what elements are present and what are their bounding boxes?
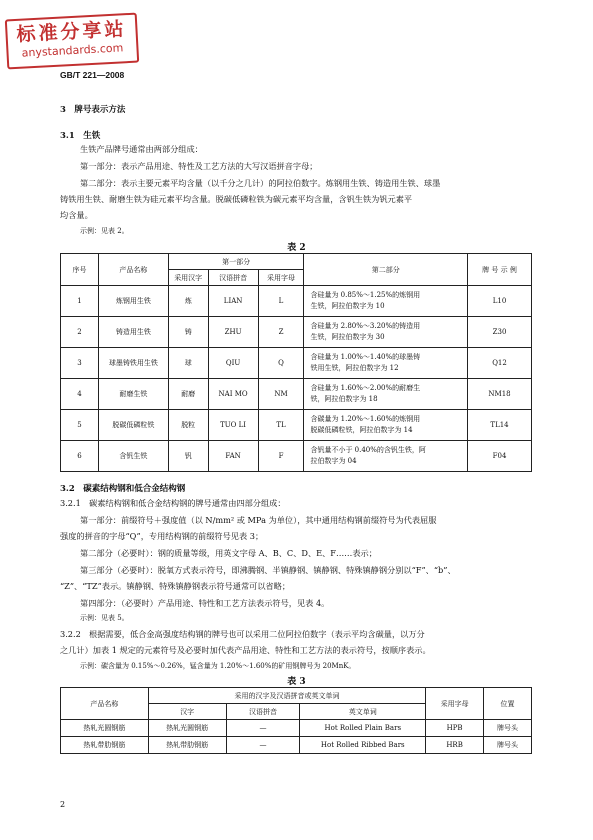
cell-no: 4 (61, 379, 99, 410)
table-2-caption: 表 2 (287, 243, 306, 253)
watermark-stamp (5, 13, 139, 70)
cell-name: 耐磨生铁 (98, 379, 168, 410)
standard-number: GB/T 221—2008 (60, 70, 125, 80)
cell-pinyin: ZHU (208, 317, 258, 348)
header-hanzi: 采用汉字 (168, 270, 208, 286)
header-group: 采用的汉字及汉语拼音或英文单词 (148, 688, 425, 704)
paragraph: 3.2.1 碳素结构钢和低合金结构钢的牌号通常由四部分组成： (60, 498, 286, 508)
cell-part2-line: 含硅量为 1.00%～1.40%的球墨铸 (310, 353, 421, 361)
table-row (61, 720, 532, 737)
section-3-title: 3 牌号表示方法 (60, 105, 126, 115)
cell-pinyin: FAN (208, 441, 258, 472)
cell-letter: Z (258, 317, 304, 348)
header-position: 位置 (484, 688, 532, 720)
cell-example: Q12 (468, 348, 532, 379)
cell-part2-line: 含硅量为 2.80%～3.20%的铸造用 (310, 322, 421, 330)
cell-name: 热轧光圆钢筋 (61, 720, 149, 737)
cell-example: TL14 (468, 410, 532, 441)
header-hanzi: 汉字 (148, 704, 226, 720)
cell-pinyin: — (226, 737, 300, 754)
cell-letter: HPB (426, 720, 484, 737)
table-2 (60, 253, 532, 472)
cell-hanzi: 热轧带肋钢筋 (148, 737, 226, 754)
cell-part2-line: 拉伯数字为 04 (310, 457, 357, 465)
cell-no: 5 (61, 410, 99, 441)
table-row (61, 441, 532, 472)
cell-letter: HRB (426, 737, 484, 754)
cell-name: 铸造用生铁 (98, 317, 168, 348)
table-row (61, 379, 532, 410)
cell-hanzi: 热轧光圆钢筋 (148, 720, 226, 737)
paragraph: 第二部分（必要时）：钢的质量等级，用英文字母 A、B、C、D、E、F……表示； (80, 548, 377, 558)
cell-no: 1 (61, 286, 99, 317)
cell-name: 炼钢用生铁 (98, 286, 168, 317)
cell-pinyin: — (226, 720, 300, 737)
cell-name: 含钒生铁 (98, 441, 168, 472)
header-name: 产品名称 (61, 688, 149, 720)
cell-pinyin: QIU (208, 348, 258, 379)
cell-hanzi: 球 (168, 348, 208, 379)
table-row (61, 410, 532, 441)
cell-part2-line: 铁用生铁，阿拉伯数字为 12 (310, 364, 399, 372)
watermark-url: anystandards.com (21, 41, 124, 60)
paragraph: 强度的拼音的字母“Q”，专用结构钢的前缀符号见表 3； (60, 531, 264, 541)
header-pinyin: 汉语拼音 (226, 704, 300, 720)
table-3 (60, 687, 532, 754)
cell-letter: L (258, 286, 304, 317)
cell-part2-line: 生铁，阿拉伯数字为 30 (310, 333, 385, 341)
cell-position: 牌号头 (484, 720, 532, 737)
header-name: 产品名称 (98, 254, 168, 286)
cell-example: L10 (468, 286, 532, 317)
header-example: 牌 号 示 例 (468, 254, 532, 286)
cell-part2-line: 生铁，阿拉伯数字为 10 (310, 302, 385, 310)
cell-example: Z30 (468, 317, 532, 348)
table-row (61, 737, 532, 754)
cell-part2 (304, 379, 468, 410)
cell-english: Hot Rolled Plain Bars (300, 720, 426, 737)
paragraph: 生铁产品牌号通常由两部分组成： (80, 144, 203, 154)
cell-part2 (304, 441, 468, 472)
cell-hanzi: 铸 (168, 317, 208, 348)
paragraph: 第二部分：表示主要元素平均含量（以千分之几计）的阿拉伯数字。炼钢用生铁、铸造用生铁、球墨 (80, 178, 441, 188)
cell-pinyin: NAI MO (208, 379, 258, 410)
paragraph: 第一部分：前缀符号＋强度值（以 N/mm² 或 MPa 为单位），其中通用结构钢前缀符号为代表屈服 (80, 515, 437, 525)
header-part1: 第一部分 (168, 254, 304, 270)
paragraph: 铸铁用生铁、耐磨生铁为硅元素平均含量。脱碳低磷粒铁为碳元素平均含量，含钒生铁为钒元素平 (60, 194, 413, 204)
watermark-title: 标准分享站 (16, 18, 128, 46)
paragraph: 之几计）加表 1 规定的元素符号及必要时加代表产品用途、特性和工艺方法的表示符号，按顺序表示。 (60, 645, 431, 655)
header-no: 序号 (61, 254, 99, 286)
paragraph: 第四部分：（必要时）产品用途、特性和工艺方法表示符号，见表 4。 (80, 598, 330, 608)
cell-pinyin: LIAN (208, 286, 258, 317)
cell-part2 (304, 286, 468, 317)
cell-english: Hot Rolled Ribbed Bars (300, 737, 426, 754)
cell-part2-line: 铁，阿拉伯数字为 18 (310, 395, 378, 403)
cell-no: 2 (61, 317, 99, 348)
example-note: 示例：见表 2。 (80, 227, 129, 235)
cell-no: 6 (61, 441, 99, 472)
cell-part2-line: 含钒量不小于 0.40%的含钒生铁，阿 (310, 446, 426, 454)
cell-name: 热轧带肋钢筋 (61, 737, 149, 754)
section-3-1-title: 3.1 生铁 (60, 131, 101, 141)
header-letter: 采用字母 (258, 270, 304, 286)
cell-part2-line: 含硅量为 1.60%～2.00%的耐磨生 (310, 384, 421, 392)
example-note: 示例：见表 5。 (80, 614, 129, 622)
example-note: 示例：碳含量为 0.15%～0.26%，锰含量为 1.20%～1.60%的矿用钢牌号为 20MnK。 (80, 662, 356, 670)
cell-no: 3 (61, 348, 99, 379)
paragraph: 3.2.2 根据需要，低合金高强度结构钢的牌号也可以采用二位阿拉伯数字（表示平均含碳量，以万分 (60, 629, 425, 639)
header-part2: 第二部分 (304, 254, 468, 286)
cell-letter: Q (258, 348, 304, 379)
cell-hanzi: 钒 (168, 441, 208, 472)
cell-position: 牌号头 (484, 737, 532, 754)
cell-part2-line: 脱碳低磷粒铁，阿拉伯数字为 14 (310, 426, 413, 434)
cell-part2-line: 含碳量为 1.20%～1.60%的炼钢用 (310, 415, 421, 423)
cell-name: 脱碳低磷粒铁 (98, 410, 168, 441)
cell-part2 (304, 317, 468, 348)
table-row (61, 286, 532, 317)
cell-letter: TL (258, 410, 304, 441)
cell-example: NM18 (468, 379, 532, 410)
header-english: 英文单词 (300, 704, 426, 720)
cell-name: 球墨铸铁用生铁 (98, 348, 168, 379)
cell-pinyin: TUO LI (208, 410, 258, 441)
cell-letter: NM (258, 379, 304, 410)
cell-part2 (304, 348, 468, 379)
cell-part2-line: 含硅量为 0.85%～1.25%的炼钢用 (310, 291, 421, 299)
page-number: 2 (60, 800, 66, 809)
cell-example: F04 (468, 441, 532, 472)
paragraph: 均含量。 (60, 210, 93, 220)
cell-hanzi: 炼 (168, 286, 208, 317)
paragraph: 第一部分：表示产品用途、特性及工艺方法的大写汉语拼音字母； (80, 161, 318, 171)
paragraph: “Z”、“TZ”表示。镇静钢、特殊镇静钢表示符号通常可以省略； (60, 581, 291, 591)
cell-letter: F (258, 441, 304, 472)
cell-hanzi: 脱粒 (168, 410, 208, 441)
header-pinyin: 汉语拼音 (208, 270, 258, 286)
table-row (61, 317, 532, 348)
cell-hanzi: 耐磨 (168, 379, 208, 410)
header-letter: 采用字母 (426, 688, 484, 720)
cell-part2 (304, 410, 468, 441)
paragraph: 第三部分（必要时）：脱氧方式表示符号，即沸腾钢、半镇静钢、镇静钢、特殊镇静钢分别以“F”、“b”、 (80, 565, 456, 575)
table-3-caption: 表 3 (287, 677, 306, 687)
section-3-2-title: 3.2 碳素结构钢和低合金结构钢 (60, 484, 186, 494)
table-row (61, 348, 532, 379)
